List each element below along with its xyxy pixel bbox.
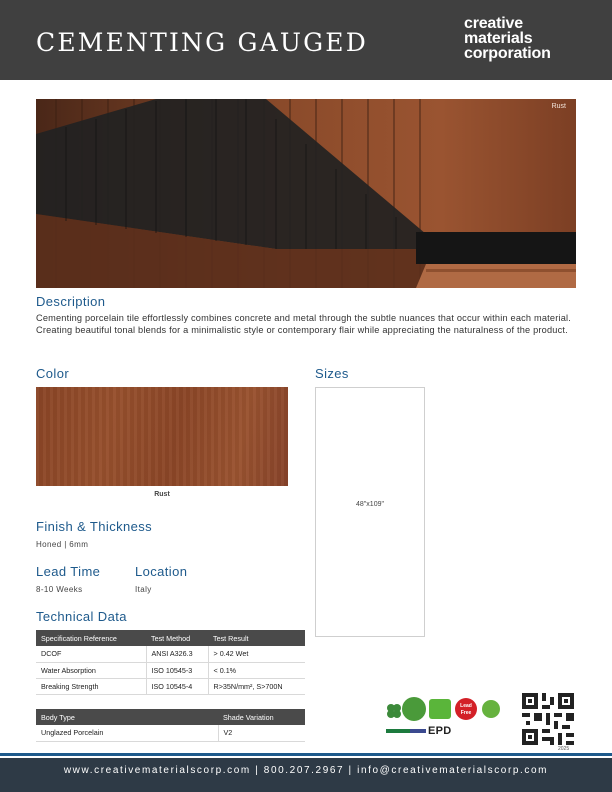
table-cell: < 0.1% xyxy=(208,662,305,678)
hero-image xyxy=(36,99,576,288)
size-label: 48"x109" xyxy=(356,501,384,508)
technical-table xyxy=(36,630,305,695)
table-cell: Unglazed Porcelain xyxy=(36,725,218,741)
product-title: CEMENTING GAUGED xyxy=(36,28,369,57)
swatch-label: Rust xyxy=(154,491,170,498)
lead-time-heading: Lead Time xyxy=(36,564,101,579)
description-text: Cementing porcelain tile effortlessly combines concrete and metal through the subtle nuances that occur within each material. Creating beautiful tonal blends for a minimalistic style or contemporary flair while appreciating the naturalness of the product. xyxy=(36,313,572,336)
table-cell: Breaking Strength xyxy=(36,678,146,694)
green-seal-icon xyxy=(402,697,426,721)
leed-icon xyxy=(384,701,404,721)
qr-year: 2025 xyxy=(558,746,570,752)
company-logo xyxy=(464,16,551,61)
table-cell: V2 xyxy=(218,725,305,741)
color-swatch xyxy=(36,387,288,486)
color-heading: Color xyxy=(36,366,70,381)
table-row xyxy=(36,662,305,678)
logo-line-3: corporation xyxy=(464,45,551,62)
sizes-heading: Sizes xyxy=(315,366,349,381)
finish-heading: Finish & Thickness xyxy=(36,519,153,534)
table-header: Test Result xyxy=(208,630,305,646)
table-header: Test Method xyxy=(146,630,208,646)
table-header: Specification Reference xyxy=(36,630,146,646)
lead-free-label: Lead Free xyxy=(460,703,472,716)
eco-icon xyxy=(482,700,500,718)
footer-contact[interactable]: www.creativematerialscorp.com | 800.207.2967 | info@creativematerialscorp.com xyxy=(63,765,549,776)
page-header xyxy=(0,0,612,80)
technical-heading: Technical Data xyxy=(36,609,127,624)
table-cell: Water Absorption xyxy=(36,662,146,678)
qr-code-icon[interactable] xyxy=(522,693,574,745)
greenguard-icon xyxy=(429,699,451,719)
table-header-row xyxy=(36,709,305,725)
logo-line-1: creative xyxy=(464,15,523,32)
lead-free-icon xyxy=(455,698,477,720)
table-cell: ANSI A326.3 xyxy=(146,646,208,662)
table-cell: > 0.42 Wet xyxy=(208,646,305,662)
location-heading: Location xyxy=(135,564,188,579)
location-value: Italy xyxy=(135,585,152,594)
staircase-illustration xyxy=(36,99,576,288)
size-diagram xyxy=(315,387,425,637)
epd-label: EPD xyxy=(428,725,452,737)
table-header: Shade Variation xyxy=(218,709,305,725)
table-cell: R>35N/mm², S>700N xyxy=(208,678,305,694)
table-header-row xyxy=(36,630,305,646)
epd-bar xyxy=(386,729,426,733)
page-footer xyxy=(0,758,612,792)
table-header: Body Type xyxy=(36,709,218,725)
table-cell: DCOF xyxy=(36,646,146,662)
table-cell: ISO 10545-4 xyxy=(146,678,208,694)
table-row xyxy=(36,725,305,741)
lead-time-value: 8-10 Weeks xyxy=(36,585,83,594)
body-type-table xyxy=(36,709,305,742)
finish-value: Honed | 6mm xyxy=(36,540,89,549)
footer-accent-line xyxy=(0,753,612,756)
table-row xyxy=(36,678,305,694)
table-cell: ISO 10545-3 xyxy=(146,662,208,678)
description-heading: Description xyxy=(36,294,106,309)
logo-line-2: materials xyxy=(464,30,533,47)
hero-color-label: Rust xyxy=(551,103,566,110)
table-row xyxy=(36,646,305,662)
